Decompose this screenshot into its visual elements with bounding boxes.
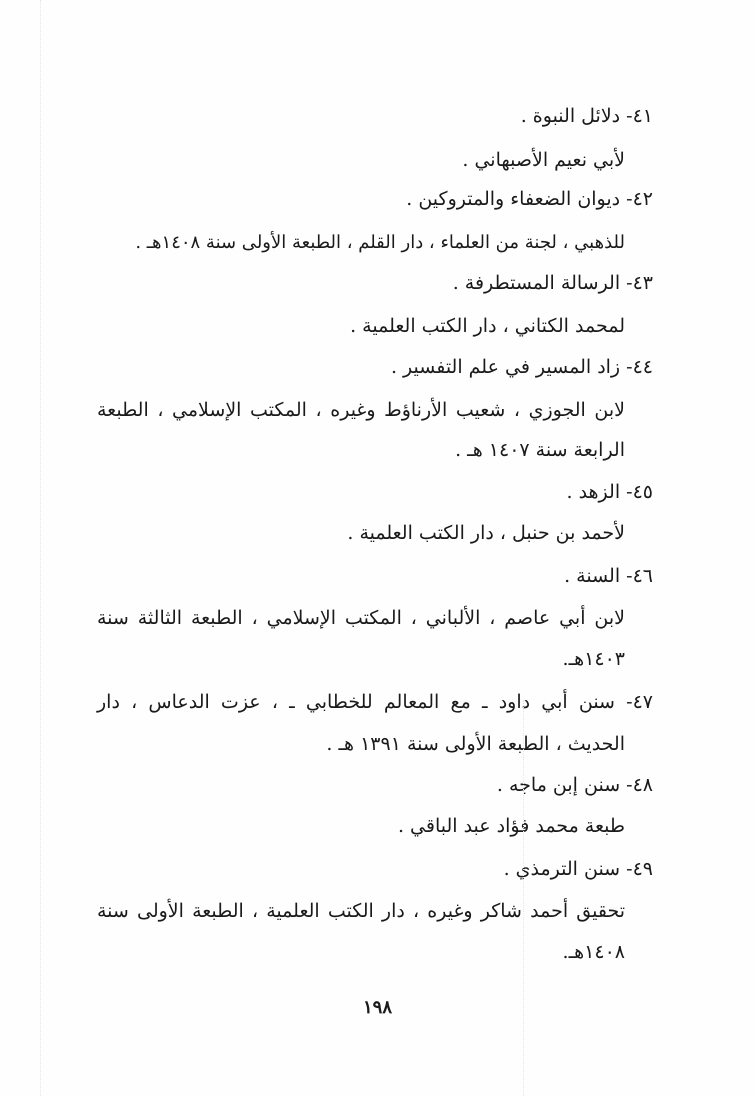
entry-49-details-line1: تحقيق أحمد شاكر وغيره ، دار الكتب العلمية ، الطبعة الأولى سنة bbox=[97, 900, 625, 922]
entry-49-details-line2: ١٤٠٨هـ. bbox=[562, 941, 625, 963]
page-number: ١٩٨ bbox=[362, 997, 392, 1018]
entry-48-details: طبعة محمد فؤاد عبد الباقي . bbox=[397, 815, 625, 837]
entry-42-title: ٤٢- ديوان الضعفاء والمتروكين . bbox=[406, 188, 653, 210]
entry-41-title: ٤١- دلائل النبوة . bbox=[520, 105, 653, 127]
entry-49-title: ٤٩- سنن الترمذي . bbox=[503, 858, 653, 880]
scan-edge-left bbox=[40, 0, 41, 1096]
entry-44-details-line1: لابن الجوزي ، شعيب الأرناؤط وغيره ، المكتب الإسلامي ، الطبعة bbox=[97, 399, 625, 421]
entry-46-title: ٤٦- السنة . bbox=[564, 565, 653, 587]
entry-45-title: ٤٥- الزهد . bbox=[566, 481, 653, 503]
entry-43-details: لمحمد الكتاني ، دار الكتب العلمية . bbox=[350, 315, 625, 337]
entry-42-details: للذهبي ، لجنة من العلماء ، دار القلم ، الطبعة الأولى سنة ١٤٠٨هـ . bbox=[135, 232, 625, 253]
entry-43-title: ٤٣- الرسالة المستطرفة . bbox=[452, 272, 653, 294]
entry-44-title: ٤٤- زاد المسير في علم التفسير . bbox=[390, 356, 653, 378]
entry-48-title: ٤٨- سنن إبن ماجه . bbox=[496, 774, 653, 796]
entry-47-details: الحديث ، الطبعة الأولى سنة ١٣٩١ هـ . bbox=[326, 733, 625, 755]
scan-edge-mark bbox=[523, 700, 524, 1096]
entry-44-details-line2: الرابعة سنة ١٤٠٧ هـ . bbox=[455, 439, 625, 461]
entry-46-details-line1: لابن أبي عاصم ، الألباني ، المكتب الإسلامي ، الطبعة الثالثة سنة bbox=[97, 607, 625, 629]
entry-47-title: ٤٧- سنن أبي داود ـ مع المعالم للخطابي ـ ، عزت الدعاس ، دار bbox=[97, 691, 653, 713]
entry-46-details-line2: ١٤٠٣هـ. bbox=[562, 648, 625, 670]
entry-45-details: لأحمد بن حنبل ، دار الكتب العلمية . bbox=[347, 522, 625, 544]
entry-41-details: لأبي نعيم الأصبهاني . bbox=[462, 149, 625, 171]
